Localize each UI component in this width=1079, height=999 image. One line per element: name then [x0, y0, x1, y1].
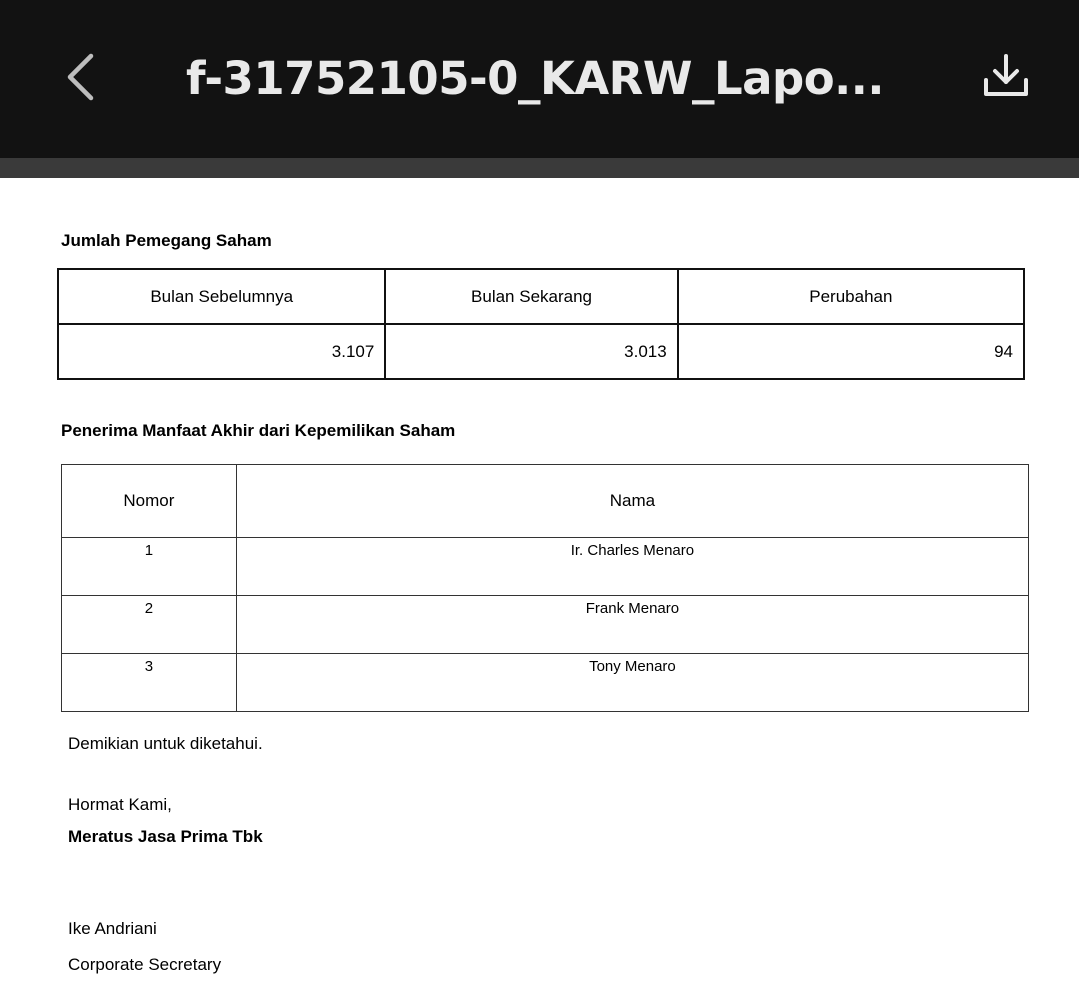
row-number: 3: [62, 654, 237, 712]
beneficiaries-heading: Penerima Manfaat Akhir dari Kepemilikan Saham: [61, 421, 456, 440]
shareholders-heading: Jumlah Pemegang Saham: [61, 231, 272, 250]
table-header-row: [58, 269, 1024, 324]
previous-month-value: 3.107: [58, 324, 385, 379]
download-icon: [982, 52, 1030, 103]
signer-name: Ike Andriani: [68, 919, 157, 938]
signer-title: Corporate Secretary: [68, 955, 222, 974]
column-header: Bulan Sekarang: [385, 269, 677, 324]
table-row: [62, 538, 1029, 596]
beneficiary-name: Ir. Charles Menaro: [236, 538, 1028, 596]
closing-statement: Demikian untuk diketahui.: [68, 734, 263, 753]
shareholders-table: [57, 268, 1025, 380]
table-header-row: [62, 465, 1029, 538]
column-header: Perubahan: [678, 269, 1024, 324]
column-header: Nama: [236, 465, 1028, 538]
table-row: [58, 324, 1024, 379]
beneficiary-name: Tony Menaro: [236, 654, 1028, 712]
column-header: Bulan Sebelumnya: [58, 269, 385, 324]
table-row: [62, 654, 1029, 712]
document-title: f-31752105-0_KARW_Lapo...: [186, 52, 884, 105]
beneficiaries-table: [61, 464, 1029, 712]
column-header: Nomor: [62, 465, 237, 538]
viewer-toolbar: [0, 0, 1079, 158]
download-button[interactable]: [978, 50, 1034, 104]
table-row: [62, 596, 1029, 654]
toolbar-shadow-strip: [0, 158, 1079, 178]
back-button[interactable]: [58, 52, 102, 106]
beneficiary-name: Frank Menaro: [236, 596, 1028, 654]
company-name: Meratus Jasa Prima Tbk: [68, 827, 263, 846]
change-value: 94: [678, 324, 1024, 379]
salutation: Hormat Kami,: [68, 795, 172, 814]
current-month-value: 3.013: [385, 324, 677, 379]
chevron-left-icon: [65, 53, 95, 106]
row-number: 1: [62, 538, 237, 596]
row-number: 2: [62, 596, 237, 654]
